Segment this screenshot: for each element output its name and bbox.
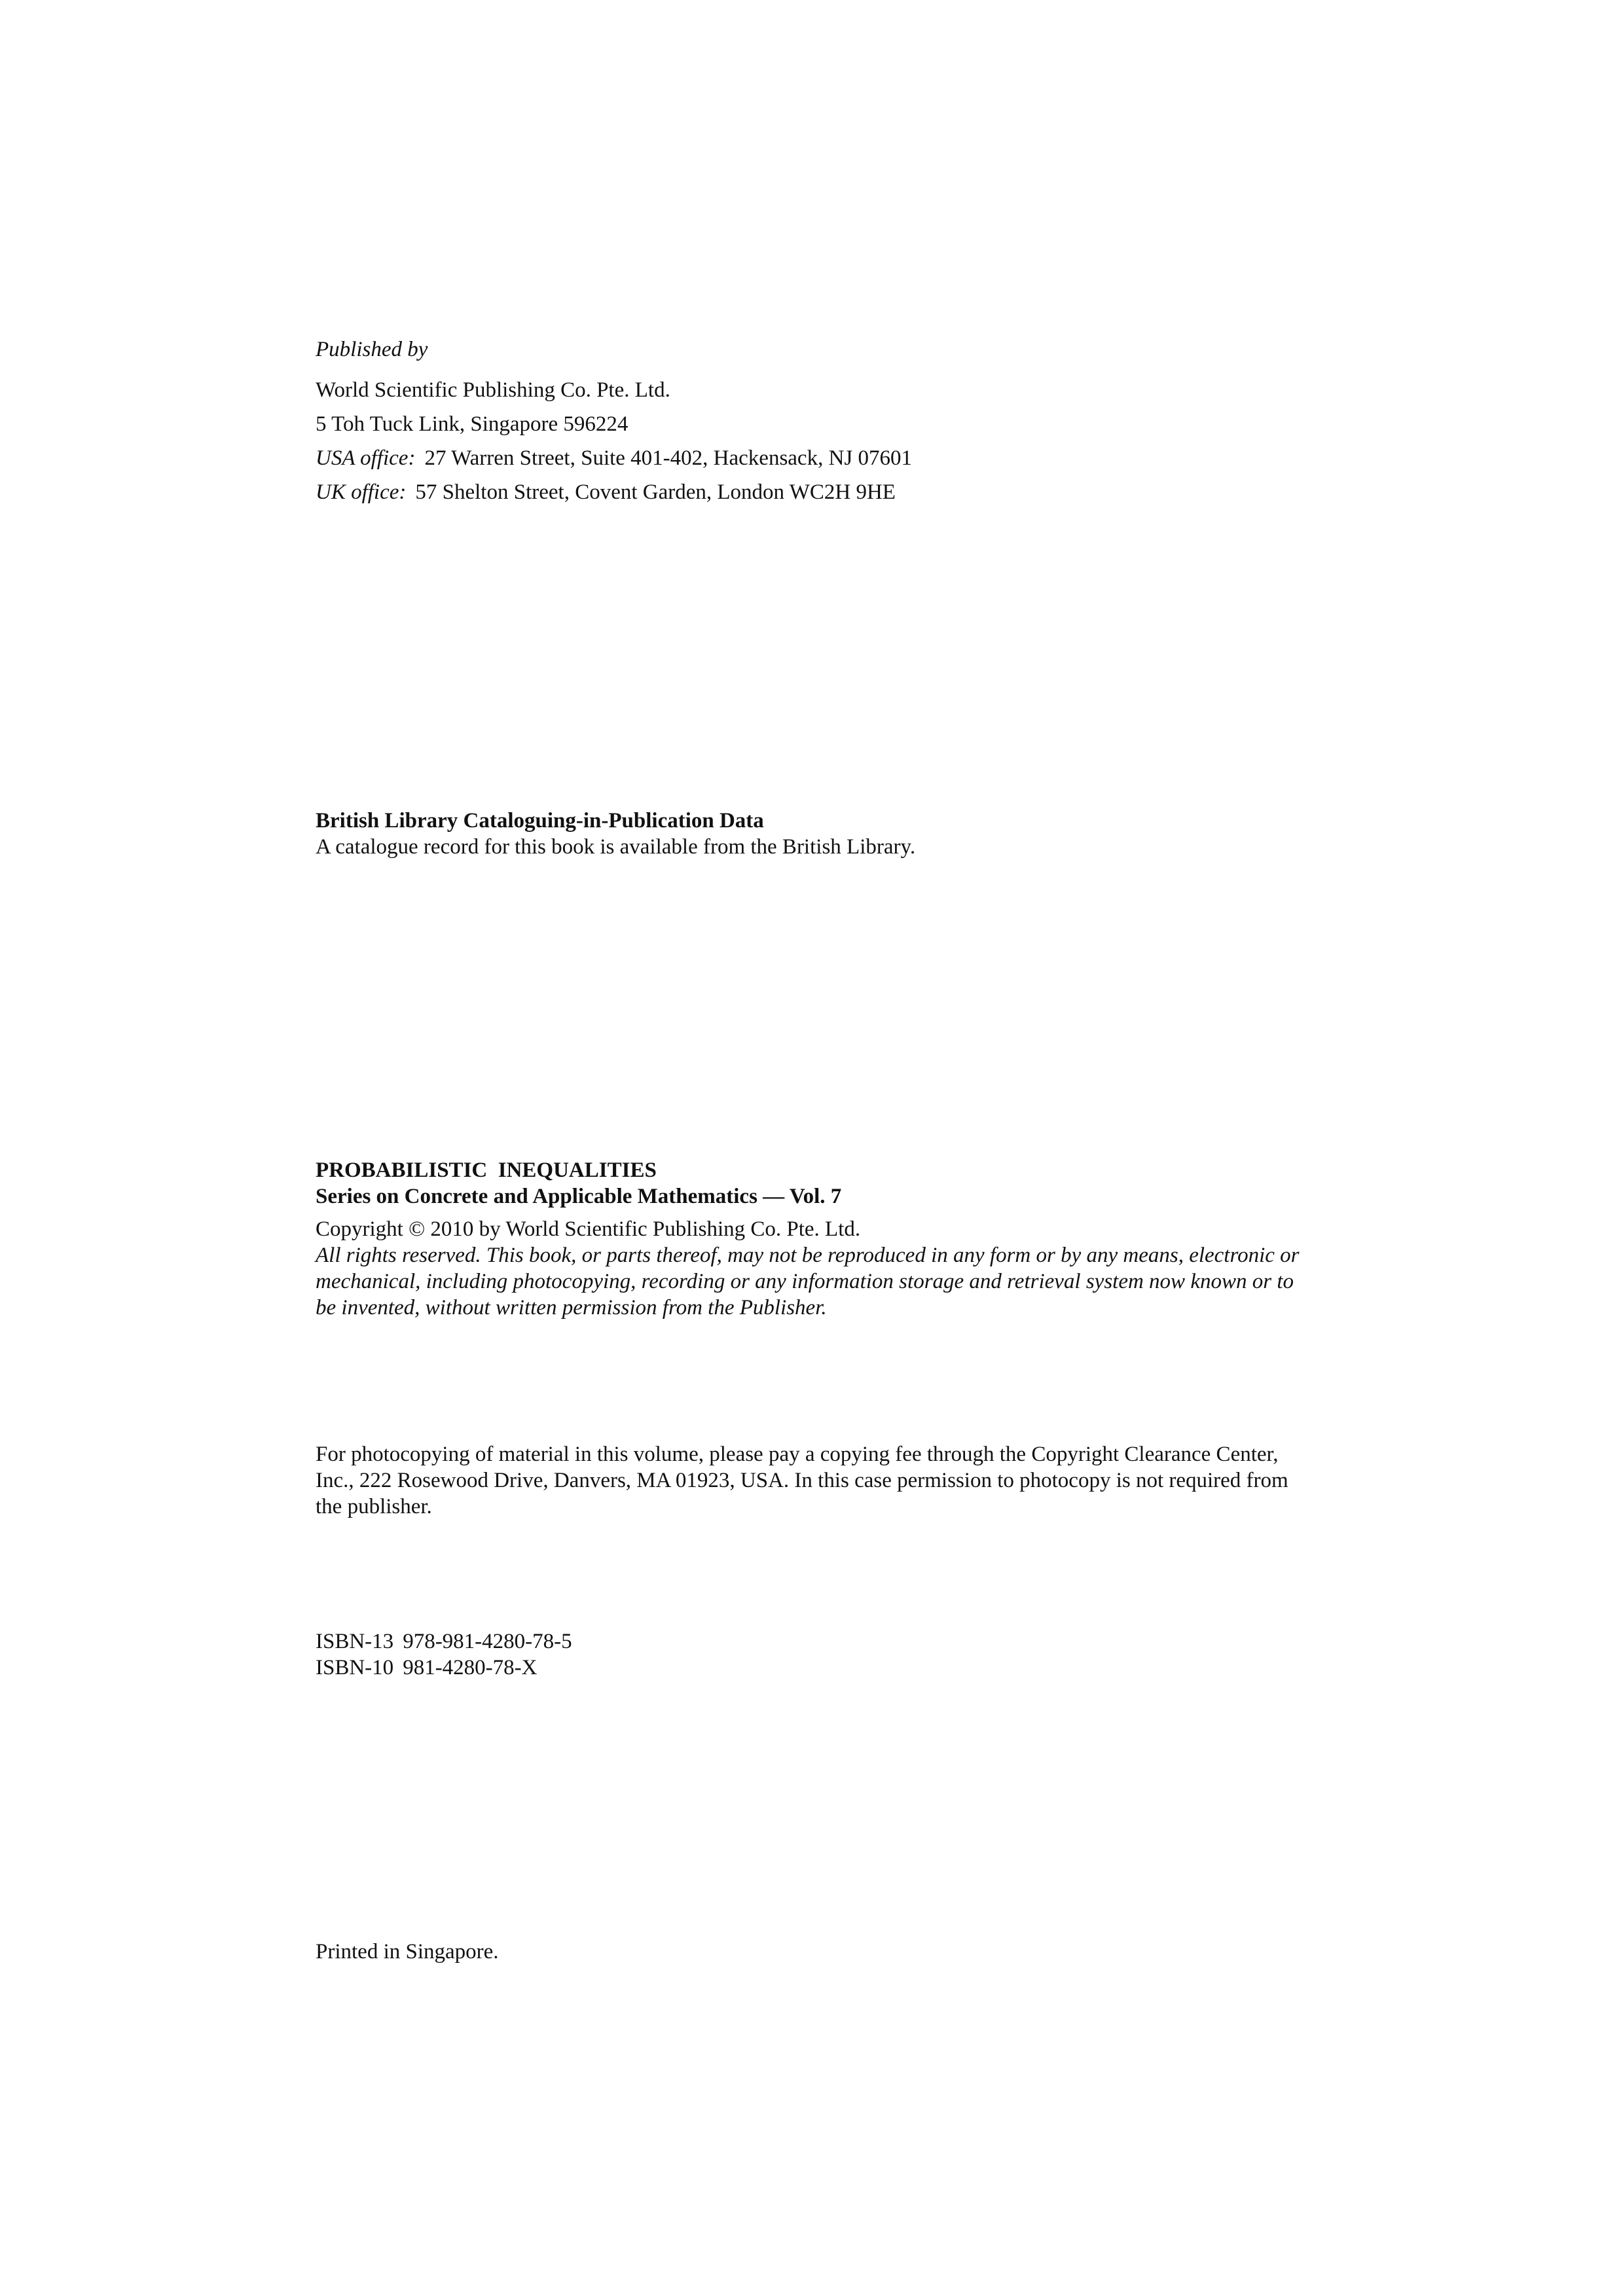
cip-block [316, 808, 1311, 860]
usa-office-line [316, 441, 1311, 475]
cip-heading: British Library Cataloguing-in-Publication Data [316, 809, 764, 833]
photocopy-notice: For photocopying of material in this volume, please pay a copying fee through the Copyright Clearance Center, Inc., 222 Rosewood Drive, Danvers, MA 01923, USA. In this case permission to photocopy is not required from the publisher. [316, 1443, 1288, 1518]
isbn10-value: 981-4280-78-X [403, 1656, 538, 1679]
isbn10-line [316, 1655, 1311, 1681]
isbn13-line [316, 1628, 1311, 1655]
series-title: Series on Concrete and Applicable Mathematics — Vol. 7 [316, 1185, 842, 1208]
printed-in-note: Printed in Singapore. [316, 1940, 499, 1964]
printed-block [316, 1935, 1311, 1969]
publisher-address: 5 Toh Tuck Link, Singapore 596224 [316, 412, 629, 436]
isbn13-value: 978-981-4280-78-5 [403, 1630, 572, 1653]
usa-office-address: 27 Warren Street, Suite 401-402, Hackensack, NJ 07601 [424, 446, 912, 470]
isbn-block [316, 1628, 1311, 1681]
uk-office-address: 57 Shelton Street, Covent Garden, London WC2H 9HE [415, 480, 896, 504]
published-by-label: Published by [316, 338, 428, 361]
rights-statement: All rights reserved. This book, or parts thereof, may not be reproduced in any form or by any means, electronic or mechanical, including photocopying, recording or any information storage and retrieval system now known or to be invented, without written permission from the Publisher. [316, 1244, 1300, 1319]
book-title: PROBABILISTIC INEQUALITIES [316, 1158, 657, 1182]
cip-text: A catalogue record for this book is available from the British Library. [316, 835, 916, 859]
publisher-block [316, 332, 1311, 509]
copyright-notice: Copyright © 2010 by World Scientific Publishing Co. Pte. Ltd. [316, 1217, 861, 1241]
uk-office-line [316, 475, 1311, 509]
title-block [316, 1157, 1311, 1321]
publisher-name: World Scientific Publishing Co. Pte. Ltd. [316, 378, 670, 402]
usa-office-label: USA office: [316, 446, 416, 470]
uk-office-label: UK office: [316, 480, 407, 504]
isbn13-label: ISBN-13 [316, 1630, 394, 1653]
photocopy-block [316, 1441, 1311, 1520]
isbn10-label: ISBN-10 [316, 1656, 394, 1679]
